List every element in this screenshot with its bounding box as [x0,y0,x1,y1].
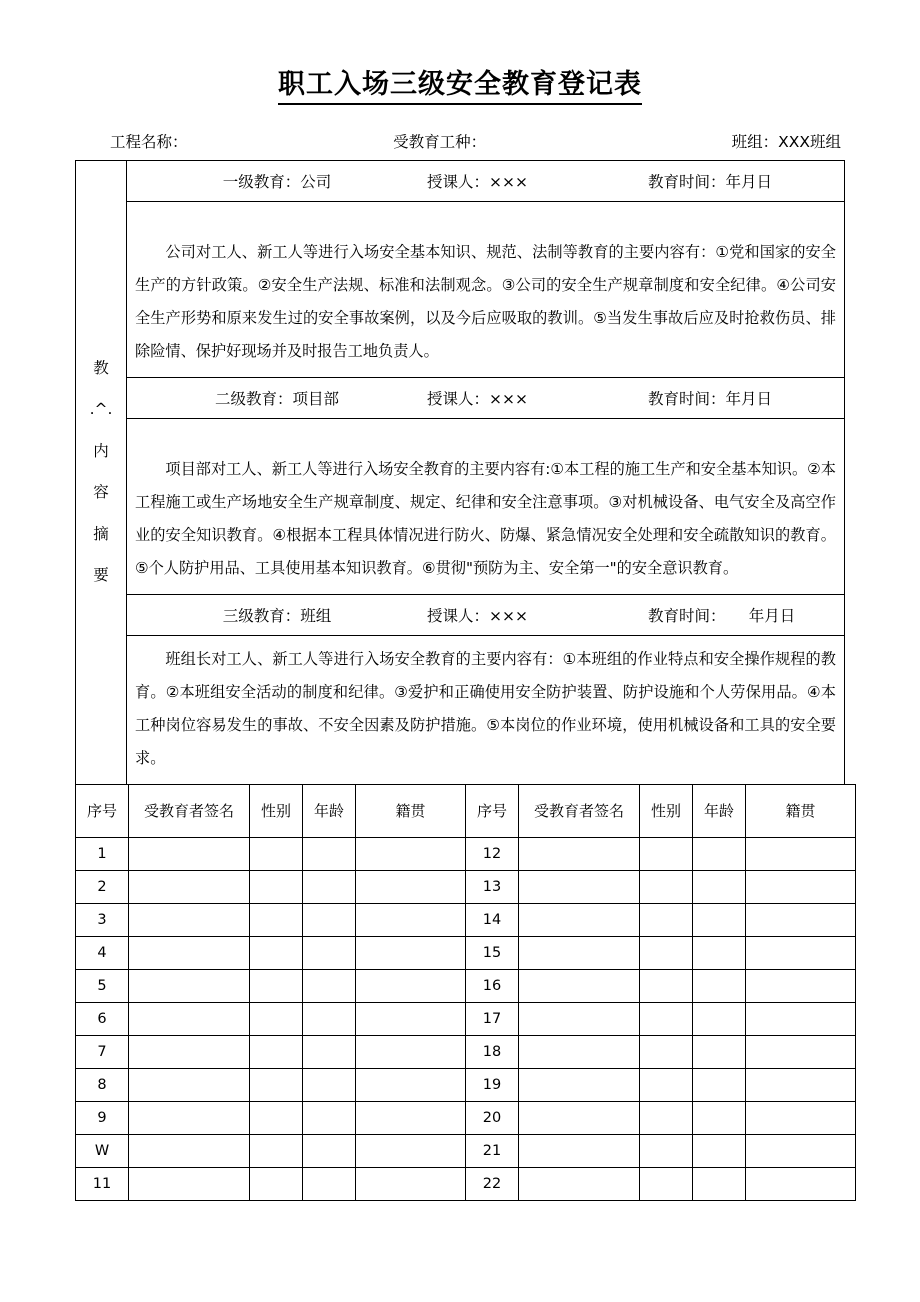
row-sex-right[interactable] [640,1134,693,1167]
row-origin-left[interactable] [356,936,466,969]
row-age-left[interactable] [303,1068,356,1101]
row-age-right[interactable] [693,837,746,870]
row-signature-right[interactable] [519,870,640,903]
row-index-right: 22 [466,1167,519,1200]
row-age-left[interactable] [303,1167,356,1200]
col-header-origin-left: 籍贯 [356,784,466,837]
row-sex-left[interactable] [250,1068,303,1101]
row-signature-right[interactable] [519,1134,640,1167]
row-index-left: W [76,1134,129,1167]
row-origin-right[interactable] [746,1068,856,1101]
row-sex-right[interactable] [640,1167,693,1200]
side-label-char-4: 摘 [93,524,109,543]
row-origin-right[interactable] [746,903,856,936]
row-index-right: 12 [466,837,519,870]
row-signature-left[interactable] [129,870,250,903]
row-age-right[interactable] [693,936,746,969]
row-sex-right[interactable] [640,1002,693,1035]
side-label-char-1: .^. [89,400,113,419]
row-age-left[interactable] [303,1002,356,1035]
side-label-char-2: 内 [93,441,109,460]
row-index-right: 13 [466,870,519,903]
project-name-label: 工程名称： [110,132,188,151]
row-signature-left[interactable] [129,1035,250,1068]
row-index-left: 6 [76,1002,129,1035]
row-signature-left[interactable] [129,837,250,870]
table-row [76,1101,856,1134]
row-signature-right[interactable] [519,1035,640,1068]
row-index-left: 9 [76,1101,129,1134]
col-header-age-right: 年龄 [693,784,746,837]
level3-teacher: 授课人：××× [427,606,528,625]
table-row [76,903,856,936]
level3-time: 教育时间： 年月日 [648,606,796,625]
row-origin-right[interactable] [746,837,856,870]
row-index-left: 3 [76,903,129,936]
row-age-left[interactable] [303,837,356,870]
row-index-right: 19 [466,1068,519,1101]
level1-time: 教育时间：年月日 [648,172,773,191]
table-row [76,1002,856,1035]
row-age-right[interactable] [693,903,746,936]
row-sex-right[interactable] [640,837,693,870]
row-origin-left[interactable] [356,837,466,870]
row-sex-left[interactable] [250,870,303,903]
row-origin-left[interactable] [356,969,466,1002]
row-signature-right[interactable] [519,1002,640,1035]
page-title-text: 职工入场三级安全教育登记表 [278,69,642,105]
level1-teacher: 授课人：××× [427,172,528,191]
level2-teacher: 授课人：××× [427,389,528,408]
level1-name: 一级教育：公司 [222,172,332,191]
signature-table [75,784,856,1201]
row-index-right: 17 [466,1002,519,1035]
col-header-sex-right: 性别 [640,784,693,837]
row-origin-right[interactable] [746,870,856,903]
row-origin-left[interactable] [356,1035,466,1068]
trade-label: 受教育工种： [393,132,487,151]
table-row [76,936,856,969]
row-index-left: 4 [76,936,129,969]
row-sex-left[interactable] [250,1035,303,1068]
row-origin-right[interactable] [746,1167,856,1200]
row-sex-left[interactable] [250,969,303,1002]
col-header-name-left: 受教育者签名 [129,784,250,837]
row-origin-left[interactable] [356,1167,466,1200]
level2-body-cell [127,418,845,594]
row-signature-left[interactable] [129,1134,250,1167]
meta-header-row [75,130,845,152]
table-row [76,969,856,1002]
row-age-left[interactable] [303,969,356,1002]
row-age-right[interactable] [693,1035,746,1068]
col-header-origin-right: 籍贯 [746,784,856,837]
row-origin-left[interactable] [356,1134,466,1167]
row-origin-right[interactable] [746,1101,856,1134]
row-index-left: 5 [76,969,129,1002]
level2-name: 二级教育：项目部 [214,389,339,408]
row-age-right[interactable] [693,1167,746,1200]
row-signature-left[interactable] [129,969,250,1002]
row-sex-left[interactable] [250,936,303,969]
row-signature-left[interactable] [129,1002,250,1035]
row-index-right: 14 [466,903,519,936]
row-origin-left[interactable] [356,1101,466,1134]
level2-header-cell [127,377,845,418]
row-signature-left[interactable] [129,1101,250,1134]
education-content-table [75,160,845,785]
row-sex-left[interactable] [250,1167,303,1200]
level1-header-cell [127,160,845,201]
row-index-right: 15 [466,936,519,969]
row-sex-left[interactable] [250,1101,303,1134]
row-signature-right[interactable] [519,1068,640,1101]
row-origin-right[interactable] [746,969,856,1002]
level1-body-text: 公司对工人、新工人等进行入场安全基本知识、规范、法制等教育的主要内容有：①党和国家的安全生产的方针政策。②安全生产法规、标准和法制观念。③公司的安全生产规章制度和安全纪律。④公司安全生产形势和原来发生过的安全事故案例，以及今后应吸取的教训。⑤当发生事故后应及时抢救伤员、排除险情、保护好现场并及时报告工地负责人。 [135,242,836,360]
row-signature-right[interactable] [519,903,640,936]
table-row [76,870,856,903]
col-header-sex-left: 性别 [250,784,303,837]
page-title [75,0,845,102]
side-label-char-0: 教 [93,358,109,377]
col-header-index-left: 序号 [76,784,129,837]
row-signature-right[interactable] [519,936,640,969]
row-origin-left[interactable] [356,903,466,936]
row-signature-right[interactable] [519,1101,640,1134]
row-age-right[interactable] [693,1002,746,1035]
row-origin-right[interactable] [746,1035,856,1068]
row-signature-left[interactable] [129,1068,250,1101]
table-row [76,837,856,870]
row-age-left[interactable] [303,936,356,969]
row-sex-right[interactable] [640,969,693,1002]
level3-header-cell [127,594,845,635]
row-sex-right[interactable] [640,870,693,903]
row-index-left: 8 [76,1068,129,1101]
level1-body-cell [127,201,845,377]
row-sex-left[interactable] [250,1134,303,1167]
side-label-char-5: 要 [93,566,109,585]
row-index-right: 20 [466,1101,519,1134]
row-signature-left[interactable] [129,936,250,969]
side-label-char-3: 容 [93,483,109,502]
row-sex-left[interactable] [250,1002,303,1035]
row-sex-left[interactable] [250,903,303,936]
col-header-index-right: 序号 [466,784,519,837]
table-row [76,1068,856,1101]
row-origin-left[interactable] [356,1068,466,1101]
row-signature-right[interactable] [519,969,640,1002]
row-age-left[interactable] [303,870,356,903]
row-age-right[interactable] [693,1068,746,1101]
level2-body-text: 项目部对工人、新工人等进行入场安全教育的主要内容有:①本工程的施工生产和安全基本知识。②本工程施工或生产场地安全生产规章制度、规定、纪律和安全注意事项。③对机械设备、电气安全及高空作业的安全知识教育。④根据本工程具体情况进行防火、防爆、紧急情况安全处理和安全疏散知识的教育。⑤个人防护用品、工具使用基本知识教育。⑥贯彻"预防为主、安全第一"的安全意识教育。 [135,459,836,577]
row-age-left[interactable] [303,1101,356,1134]
signature-table-header-row [76,784,856,837]
row-origin-right[interactable] [746,1002,856,1035]
row-sex-right[interactable] [640,1101,693,1134]
level3-name: 三级教育：班组 [222,606,332,625]
level3-body-cell [127,635,845,784]
row-age-left[interactable] [303,1035,356,1068]
row-index-left: 7 [76,1035,129,1068]
table-row [76,1035,856,1068]
side-label-column [76,160,127,784]
level2-time: 教育时间：年月日 [648,389,773,408]
row-age-right[interactable] [693,1134,746,1167]
row-signature-right[interactable] [519,1167,640,1200]
table-row [76,1134,856,1167]
row-age-left[interactable] [303,1134,356,1167]
row-origin-right[interactable] [746,936,856,969]
row-age-right[interactable] [693,870,746,903]
row-sex-right[interactable] [640,1035,693,1068]
row-signature-right[interactable] [519,837,640,870]
row-age-right[interactable] [693,969,746,1002]
row-age-right[interactable] [693,1101,746,1134]
row-origin-left[interactable] [356,1002,466,1035]
row-sex-left[interactable] [250,837,303,870]
row-signature-left[interactable] [129,1167,250,1200]
row-sex-right[interactable] [640,936,693,969]
row-index-right: 16 [466,969,519,1002]
row-index-left: 1 [76,837,129,870]
row-age-left[interactable] [303,903,356,936]
row-sex-right[interactable] [640,903,693,936]
signature-table-body [76,837,856,1200]
col-header-age-left: 年龄 [303,784,356,837]
row-origin-right[interactable] [746,1134,856,1167]
table-row [76,1167,856,1200]
row-index-right: 21 [466,1134,519,1167]
level3-body-text: 班组长对工人、新工人等进行入场安全教育的主要内容有：①本班组的作业特点和安全操作规程的教育。②本班组安全活动的制度和纪律。③爱护和正确使用安全防护装置、防护设施和个人劳保用品。④本工种岗位容易发生的事故、不安全因素及防护措施。⑤本岗位的作业环境，使用机械设备和工具的安全要求。 [135,649,836,767]
row-signature-left[interactable] [129,903,250,936]
row-index-right: 18 [466,1035,519,1068]
row-sex-right[interactable] [640,1068,693,1101]
col-header-name-right: 受教育者签名 [519,784,640,837]
row-origin-left[interactable] [356,870,466,903]
team-label: 班组：XXX班组 [731,132,841,151]
row-index-left: 2 [76,870,129,903]
row-index-left: 11 [76,1167,129,1200]
